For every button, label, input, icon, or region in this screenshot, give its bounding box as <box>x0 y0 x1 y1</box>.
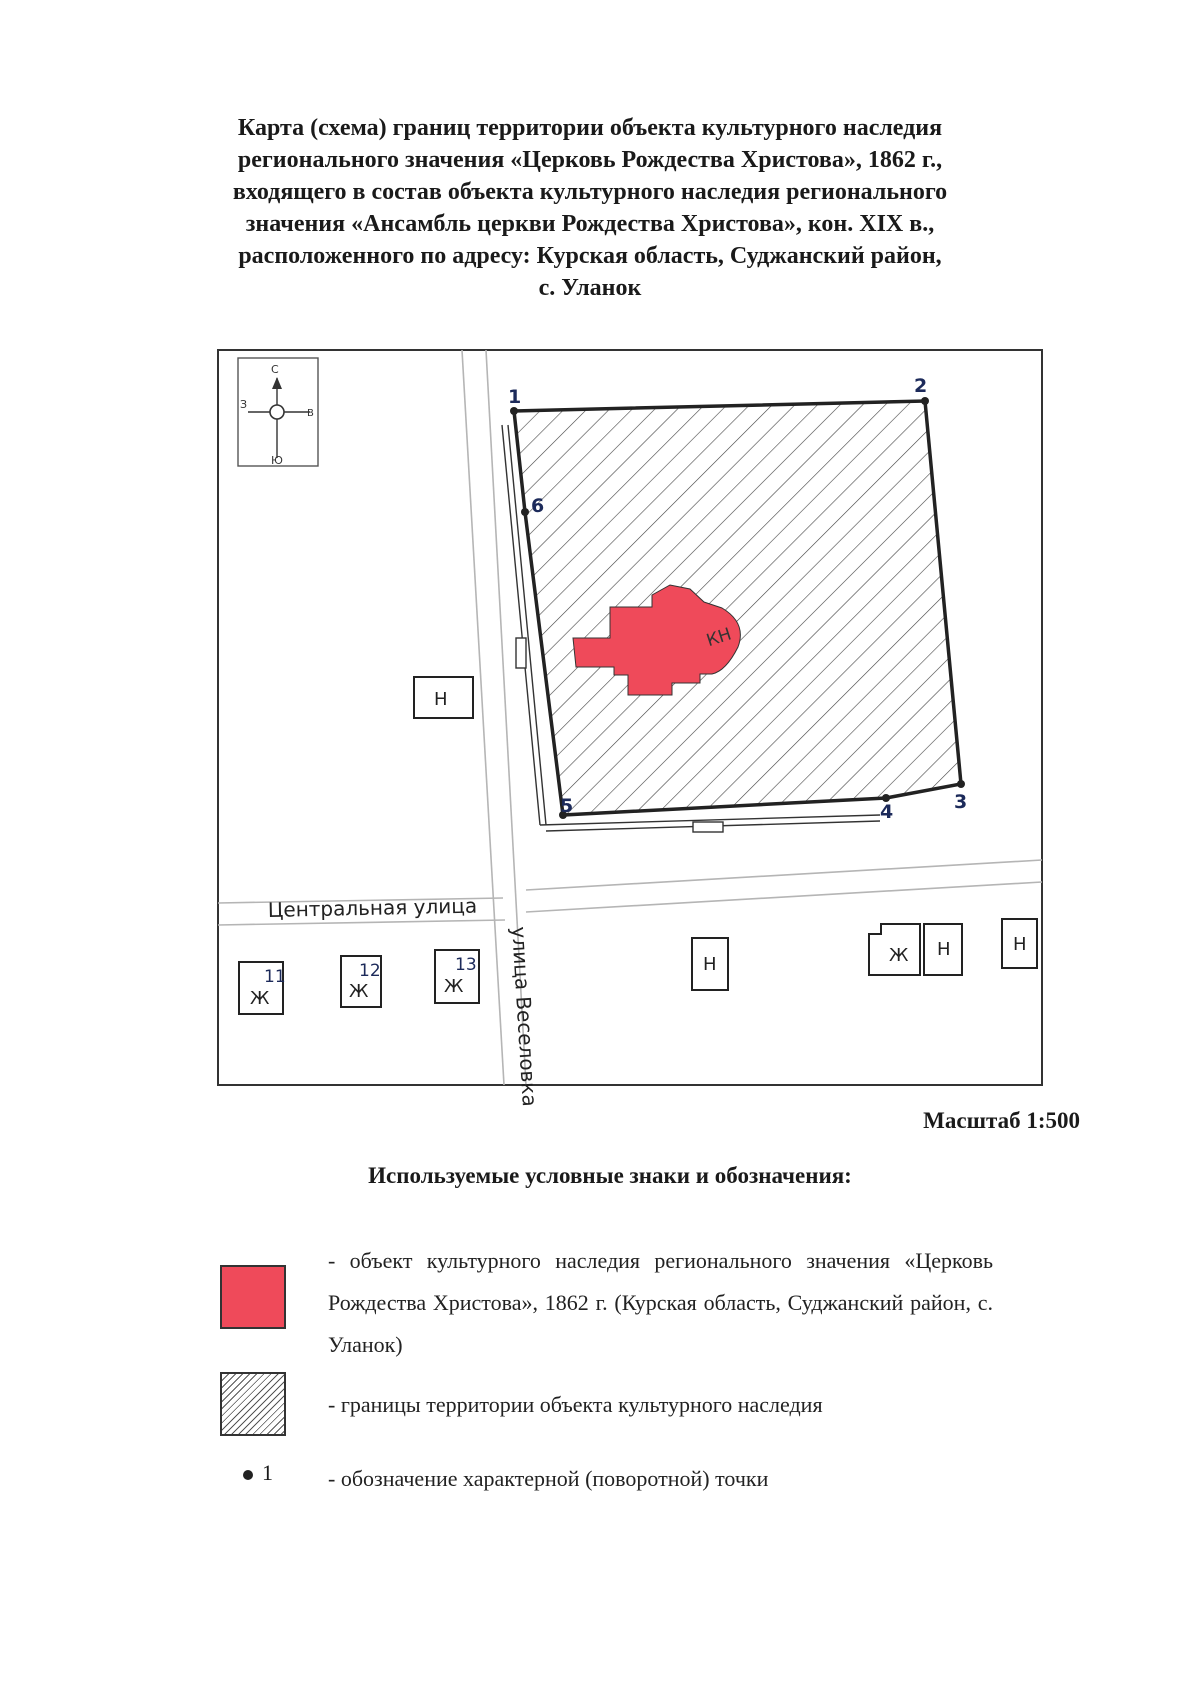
boundary-point-label-1: 1 <box>508 386 522 408</box>
compass-south-label: Ю <box>271 454 283 467</box>
legend-point-marker-label: 1 <box>262 1460 273 1485</box>
building-n-east-2 <box>1002 919 1037 968</box>
boundary-point-3 <box>957 780 965 788</box>
legend-heading: Используемые условные знаки и обозначения: <box>368 1163 852 1188</box>
compass-rose <box>238 358 318 467</box>
title-line: регионального значения «Церковь Рождества Христова», 1862 г., <box>237 147 943 173</box>
legend-text-territory-boundary: - границы территории объекта культурного наследия <box>328 1392 823 1417</box>
compass-west-label: З <box>240 398 248 411</box>
compass-north-label: С <box>271 363 279 376</box>
heritage-object-label: КН <box>704 624 734 652</box>
building-type-label: Ж <box>349 981 369 1002</box>
street-name-veselovka: улица Веселовка <box>507 925 542 1108</box>
building-type-label: Н <box>937 939 951 960</box>
legend-text-heritage-object: - объект культурного наследия регионального значения «Церковь Рождества Христова», 1862 г. (Курская область, Суджанский район, с. Уланок) <box>328 1248 993 1357</box>
building-type-label: Н <box>1013 934 1027 955</box>
title-line: Карта (схема) границ территории объекта культурного наследия <box>237 115 943 141</box>
title-line: входящего в состав объекта культурного наследия регионального <box>232 179 948 205</box>
legend-swatch-territory-boundary <box>220 1372 286 1436</box>
boundary-point-1 <box>510 407 518 415</box>
boundary-point-label-5: 5 <box>560 795 574 817</box>
boundary-point-label-2: 2 <box>914 375 928 397</box>
territory-boundary <box>514 401 961 815</box>
building-number-label: 13 <box>455 955 477 975</box>
building-type-label: Н <box>703 954 717 975</box>
building-house-12 <box>341 956 381 1007</box>
building-house-11 <box>239 962 286 1014</box>
boundary-point-2 <box>921 397 929 405</box>
legend-swatch-heritage-object <box>220 1265 286 1329</box>
title-line: с. Уланок <box>538 275 642 301</box>
building-type-label: Ж <box>250 988 270 1009</box>
street-name-central: Центральная улица <box>267 893 478 922</box>
building-n-east-1 <box>924 924 962 975</box>
building-type-label: Н <box>434 689 448 710</box>
title-line: расположенного по адресу: Курская область, Суджанский район, <box>238 243 942 269</box>
building-number-label: 11 <box>264 967 286 987</box>
legend-point-marker-icon <box>243 1470 253 1480</box>
legend-text-boundary-point: - обозначение характерной (поворотной) точки <box>328 1466 769 1491</box>
building-number-label: 12 <box>359 961 381 981</box>
building-house-13 <box>435 950 479 1003</box>
boundary-point-6 <box>521 508 529 516</box>
boundary-point-label-4: 4 <box>880 801 894 823</box>
compass-east-label: В <box>307 408 314 419</box>
building-n-south <box>692 938 728 990</box>
boundary-point-label-6: 6 <box>531 495 545 517</box>
map-scale: Масштаб 1:500 <box>923 1108 1080 1133</box>
title-line: значения «Ансамбль церкви Рождества Христова», кон. XIX в., <box>245 211 935 237</box>
building-type-label: Ж <box>444 976 464 997</box>
building-type-label: Ж <box>889 945 909 966</box>
building-n-west <box>414 677 473 718</box>
boundary-point-label-3: 3 <box>954 791 968 813</box>
